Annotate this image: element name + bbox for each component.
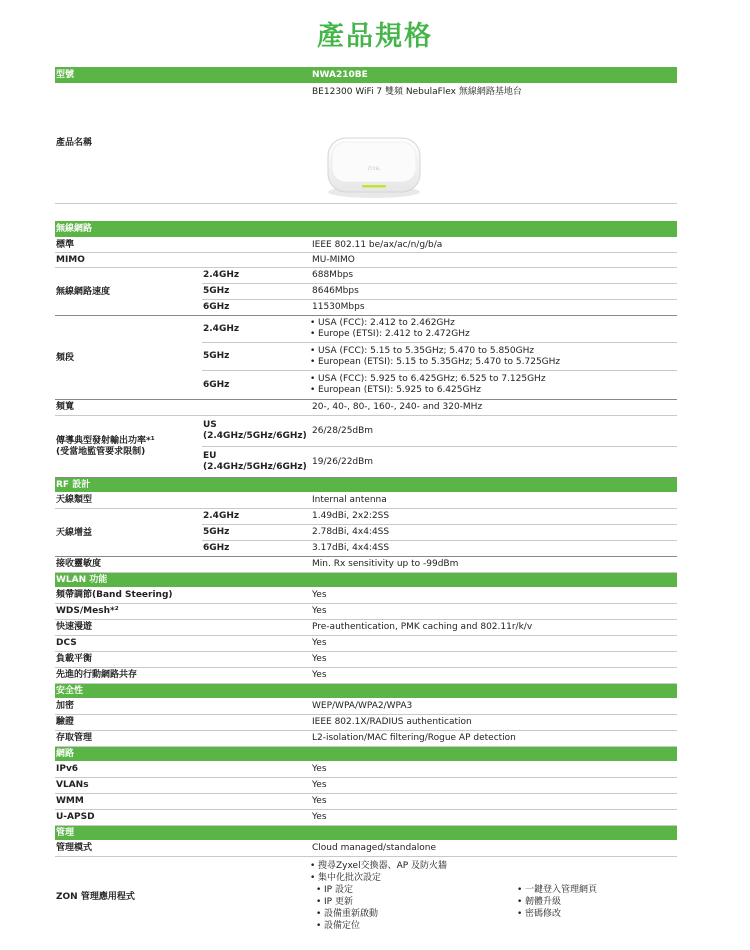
network-value: Yes bbox=[312, 780, 327, 790]
frequency-line: • European (ETSI): 5.925 to 6.425GHz bbox=[310, 385, 546, 396]
speed-value: 8646Mbps bbox=[312, 286, 359, 296]
zon-feature: • 一鍵登入管理網頁 bbox=[517, 884, 597, 896]
section-security bbox=[55, 684, 677, 698]
antenna-type-row bbox=[55, 493, 677, 509]
frequency-band: 2.4GHz bbox=[203, 323, 240, 334]
wlan-value: Yes bbox=[312, 606, 327, 616]
wlan-value: Yes bbox=[312, 670, 327, 680]
frequency-band: 6GHz bbox=[203, 379, 230, 390]
frequency-line: • Europe (ETSI): 2.412 to 2.472GHz bbox=[310, 329, 470, 340]
security-value: IEEE 802.1X/RADIUS authentication bbox=[312, 717, 472, 727]
spec-table bbox=[55, 67, 677, 937]
zon-feature: • 密碼修改 bbox=[517, 908, 597, 920]
wlan-value: Yes bbox=[312, 654, 327, 664]
power-group bbox=[55, 416, 677, 478]
access-point-image bbox=[322, 132, 426, 206]
gain-value: 1.49dBi, 2x2:2SS bbox=[312, 511, 390, 521]
speed-row-6 bbox=[55, 300, 677, 316]
bandwidth-row bbox=[55, 400, 677, 416]
gain-value: 2.78dBi, 4x4:4SS bbox=[312, 527, 390, 537]
zon-feature: • 集中化批次設定 bbox=[310, 872, 447, 884]
power-row-eu bbox=[55, 447, 677, 478]
power-row-us bbox=[202, 416, 677, 447]
wlan-row bbox=[55, 668, 677, 684]
speed-band: 6GHz bbox=[203, 302, 230, 312]
section-wireless bbox=[55, 221, 677, 237]
svg-text:ZYXEL: ZYXEL bbox=[367, 166, 381, 171]
power-value: 26/28/25dBm bbox=[312, 425, 374, 436]
gain-band: 2.4GHz bbox=[203, 511, 240, 521]
section-network-title: 網路 bbox=[56, 748, 75, 759]
gain-value: 3.17dBi, 4x4:4SS bbox=[312, 543, 390, 553]
security-label: 存取管理 bbox=[56, 733, 93, 743]
zon-app-row bbox=[55, 857, 677, 937]
frequency-band: 5GHz bbox=[203, 351, 230, 361]
model-label: 型號 bbox=[56, 69, 75, 80]
gain-row-24 bbox=[202, 509, 677, 525]
standard-label: 標準 bbox=[56, 239, 75, 250]
network-value: Yes bbox=[312, 812, 327, 822]
standard-row bbox=[55, 238, 677, 253]
frequency-line: • USA (FCC): 2.412 to 2.462GHz bbox=[310, 318, 470, 329]
frequency-row-6 bbox=[55, 371, 677, 400]
gain-row-6 bbox=[55, 541, 677, 557]
model-value: NWA210BE bbox=[312, 69, 368, 80]
wlan-label: 頻帶調節(Band Steering) bbox=[56, 590, 173, 600]
security-row bbox=[55, 715, 677, 731]
security-value: WEP/WPA/WPA2/WPA3 bbox=[312, 701, 413, 711]
frequency-group bbox=[55, 316, 677, 400]
wlan-row bbox=[55, 652, 677, 668]
frequency-line: • USA (FCC): 5.15 to 5.35GHz; 5.470 to 5.850GHz bbox=[310, 346, 560, 357]
network-label: WMM bbox=[56, 796, 84, 806]
network-label: VLANs bbox=[56, 780, 89, 790]
wlan-row bbox=[55, 620, 677, 636]
frequency-label: 頻段 bbox=[56, 352, 75, 363]
wlan-label: WDS/Mesh*² bbox=[56, 606, 119, 616]
antenna-type-label: 天線類型 bbox=[56, 495, 93, 505]
frequency-row-5 bbox=[202, 343, 677, 371]
wlan-row bbox=[55, 604, 677, 620]
section-wireless-title: 無線網路 bbox=[56, 223, 93, 234]
standard-value: IEEE 802.11 be/ax/ac/n/g/b/a bbox=[312, 239, 443, 250]
wlan-value: Yes bbox=[312, 638, 327, 648]
wlan-label: 負載平衡 bbox=[56, 654, 93, 664]
power-label: 傳導典型發射輸出功率*¹ bbox=[56, 436, 155, 446]
speed-group bbox=[55, 268, 677, 316]
management-mode-value: Cloud managed/standalone bbox=[312, 843, 436, 853]
management-mode-row bbox=[55, 841, 677, 857]
page-title: 產品規格 bbox=[317, 21, 433, 52]
wlan-value: Pre-authentication, PMK caching and 802.11r/k/v bbox=[312, 622, 533, 632]
frequency-row-24 bbox=[202, 316, 677, 343]
network-label: U-APSD bbox=[56, 812, 95, 822]
section-management-title: 管理 bbox=[56, 827, 75, 838]
speed-value: 688Mbps bbox=[312, 270, 354, 280]
frequency-line: • European (ETSI): 5.15 to 5.35GHz; 5.470 to 5.725GHz bbox=[310, 357, 560, 368]
management-mode-label: 管理模式 bbox=[56, 843, 93, 853]
security-label: 加密 bbox=[56, 701, 75, 711]
gain-label: 天線增益 bbox=[56, 527, 93, 538]
section-rf bbox=[55, 478, 677, 492]
wlan-label: DCS bbox=[56, 638, 77, 648]
network-row bbox=[55, 794, 677, 810]
section-security-title: 安全性 bbox=[56, 685, 84, 696]
zon-subfeature: • 設備重新啟動 bbox=[310, 908, 447, 920]
section-wlan bbox=[55, 573, 677, 587]
model-header-row bbox=[55, 67, 677, 83]
wlan-label: 先進的行動網路共存 bbox=[56, 670, 138, 680]
product-name-value: BE12300 WiFi 7 雙頻 NebulaFlex 無線網路基地台 bbox=[312, 87, 522, 97]
section-rf-title: RF 設計 bbox=[56, 479, 91, 490]
speed-band: 5GHz bbox=[203, 286, 230, 296]
zon-subfeature: • IP 設定 bbox=[310, 884, 447, 896]
mimo-row bbox=[55, 253, 677, 268]
mimo-value: MU-MIMO bbox=[312, 254, 355, 265]
bandwidth-value: 20-, 40-, 80-, 160-, 240- and 320-MHz bbox=[312, 402, 483, 412]
gain-row-5 bbox=[202, 525, 677, 541]
speed-row-24 bbox=[202, 268, 677, 284]
power-region: US bbox=[203, 420, 217, 430]
gain-band: 5GHz bbox=[203, 527, 230, 537]
power-label-note: (受當地監管要求限制) bbox=[56, 447, 146, 457]
wlan-row bbox=[55, 588, 677, 604]
product-name-label: 產品名稱 bbox=[56, 138, 93, 148]
frequency-line: • USA (FCC): 5.925 to 6.425GHz; 6.525 to 7.125GHz bbox=[310, 374, 546, 385]
power-region: EU bbox=[203, 451, 217, 461]
product-name-row bbox=[55, 84, 677, 204]
network-value: Yes bbox=[312, 796, 327, 806]
zon-subfeature: • 設備定位 bbox=[310, 920, 447, 932]
speed-row-5 bbox=[202, 284, 677, 300]
sensitivity-label: 接收靈敏度 bbox=[56, 559, 102, 569]
power-bands: (2.4GHz/5GHz/6GHz) bbox=[203, 462, 307, 472]
zon-feature: • 搜尋Zyxel交換器、AP 及防火牆 bbox=[310, 860, 447, 872]
access-point-illustration bbox=[322, 132, 426, 202]
zon-subfeature: • IP 更新 bbox=[310, 896, 447, 908]
speed-label: 無線網路速度 bbox=[56, 286, 111, 297]
network-row bbox=[55, 810, 677, 826]
wlan-value: Yes bbox=[312, 590, 327, 600]
network-label: IPv6 bbox=[56, 764, 79, 774]
network-row bbox=[55, 762, 677, 778]
power-value: 19/26/22dBm bbox=[312, 456, 374, 467]
power-bands: (2.4GHz/5GHz/6GHz) bbox=[203, 431, 307, 441]
mimo-label: MIMO bbox=[56, 254, 85, 265]
speed-value: 11530Mbps bbox=[312, 302, 365, 312]
section-wlan-title: WLAN 功能 bbox=[56, 574, 108, 585]
gain-group bbox=[55, 509, 677, 557]
antenna-type-value: Internal antenna bbox=[312, 495, 387, 505]
gain-band: 6GHz bbox=[203, 543, 230, 553]
security-row bbox=[55, 731, 677, 747]
network-row bbox=[55, 778, 677, 794]
zon-feature: • 韌體升級 bbox=[517, 896, 597, 908]
section-network bbox=[55, 747, 677, 761]
security-label: 驗證 bbox=[56, 717, 75, 727]
sensitivity-value: Min. Rx sensitivity up to -99dBm bbox=[312, 559, 459, 569]
wlan-label: 快速漫遊 bbox=[56, 622, 93, 632]
security-value: L2-isolation/MAC filtering/Rogue AP detection bbox=[312, 733, 516, 743]
zon-app-label: ZON 管理應用程式 bbox=[56, 891, 135, 902]
network-value: Yes bbox=[312, 764, 327, 774]
section-management bbox=[55, 826, 677, 840]
security-row bbox=[55, 699, 677, 715]
sensitivity-row bbox=[55, 557, 677, 573]
speed-band: 2.4GHz bbox=[203, 270, 240, 280]
wlan-row bbox=[55, 636, 677, 652]
bandwidth-label: 頻寬 bbox=[56, 402, 75, 412]
